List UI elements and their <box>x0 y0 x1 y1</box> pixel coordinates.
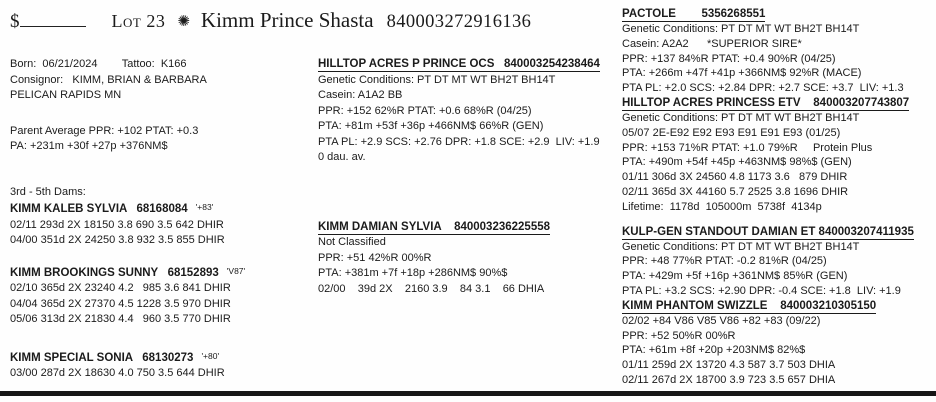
pedigree-line: PTA: +429m +5f +16p +361NM$ 85%R (GEN) <box>622 270 848 283</box>
dams-section-label: 3rd - 5th Dams: <box>10 185 86 198</box>
ancestor-heading <box>622 299 934 314</box>
dam-title-main: KIMM DAMIAN SYLVIA 840003236225558 <box>318 220 551 233</box>
sire-block <box>318 57 620 166</box>
pedigree-line: PPR: +137 84%R PTAT: +0.4 90%R (04/25) <box>622 52 836 65</box>
birth-consignor-info <box>10 57 312 104</box>
pedigree-line: 01/11 259d 2X 13720 4.3 587 3.7 503 DHIA <box>622 359 836 372</box>
dam-block-main <box>318 220 620 298</box>
info-line: Consignor: KIMM, BRIAN & BARBARA <box>10 73 207 86</box>
dam-block <box>10 200 312 249</box>
info-line: PELICAN RAPIDS MN <box>10 89 122 101</box>
animal-name: Kimm Prince Shasta <box>200 8 374 32</box>
pedigree-line: PTA: +61m +8f +20p +203NM$ 82%$ <box>622 344 806 357</box>
dam-block <box>10 349 312 382</box>
pedigree-line: 02/00 39d 2X 2160 3.9 84 3.1 66 DHIA <box>318 282 545 295</box>
pedigree-line: 0 dau. av. <box>318 151 366 163</box>
lactation-records <box>10 281 312 328</box>
pedigree-line: PPR: +51 42%R 00%R <box>318 251 432 264</box>
lot-header <box>10 8 531 33</box>
dam-score: '+83' <box>195 202 214 212</box>
price-blank-line <box>20 26 86 27</box>
pedigree-line: PTA PL: +2.0 SCS: +2.84 DPR: +2.7 SCE: +3.7 LIV: +1.3 <box>622 82 904 95</box>
grandparents-column <box>622 7 934 388</box>
pedigree-line: PPR: +153 71%R PTAT: +1.0 79%R Protein Plus <box>622 141 873 154</box>
pedigree-line: Genetic Conditions: PT DT MT WT BH2T BH14T <box>318 73 556 86</box>
ancestor-block <box>622 299 934 388</box>
starburst-icon: ✺ <box>177 12 190 30</box>
pedigree-line: Not Classified <box>318 236 386 248</box>
pedigree-line: Casein: A1A2 BB <box>318 89 403 101</box>
pedigree-line: Genetic Conditions: PT DT MT WT BH2T BH14T <box>622 111 860 124</box>
ancestor-details <box>622 314 934 388</box>
pedigree-line: PPR: +152 62%R PTAT: +0.6 68%R (04/25) <box>318 104 532 117</box>
sire-heading <box>318 57 620 73</box>
ancestor-block <box>622 225 934 299</box>
ancestor-title: KULP-GEN STANDOUT DAMIAN ET 840003207411935 <box>622 225 914 238</box>
price-label: $ <box>10 11 20 32</box>
pedigree-line: PPR: +52 50%R 00%R <box>622 329 736 342</box>
dam-score: 'V87' <box>226 265 246 276</box>
info-line: Born: 06/21/2024 Tattoo: K166 <box>10 58 187 70</box>
dam-title: KIMM KALEB SYLVIA 68168084 <box>10 203 188 215</box>
lactation-records <box>10 218 312 249</box>
ancestor-block <box>622 96 934 215</box>
pedigree-line: Genetic Conditions: PT DT MT WT BH2T BH14T <box>622 240 860 253</box>
pedigree-line: PTA: +266m +47f +41p +366NM$ 92%R (MACE) <box>622 67 862 80</box>
dam-title: KIMM BROOKINGS SUNNY 68152893 <box>10 266 219 279</box>
ancestor-heading <box>622 7 934 22</box>
dam-block <box>10 264 312 328</box>
parent-average <box>10 124 312 155</box>
pedigree-line: 01/11 306d 3X 24560 4.8 1173 3.6 879 DHIR <box>622 171 848 184</box>
pedigree-line: PTA: +381m +7f +18p +286NM$ 90%$ <box>318 267 508 279</box>
bottom-divider <box>0 391 936 396</box>
lot-number: Lot 23 <box>111 11 166 31</box>
ancestor-details <box>622 22 934 96</box>
dam-title: KIMM SPECIAL SONIA 68130273 <box>10 351 194 364</box>
dams-list <box>10 200 312 382</box>
dam-score: '+80' <box>201 350 220 361</box>
dam-heading <box>10 200 312 218</box>
pedigree-line: 05/07 2E-E92 E92 E93 E91 E91 E93 (01/25) <box>622 126 841 139</box>
dam-heading-main <box>318 220 620 236</box>
sire-title: HILLTOP ACRES P PRINCE OCS 840003254238464 <box>318 58 600 70</box>
pedigree-line: Lifetime: 1178d 105000m 5738f 4134p <box>622 200 822 213</box>
parents-column <box>318 57 620 297</box>
lactation-record: 04/00 351d 2X 24250 3.8 932 3.5 855 DHIR <box>10 234 225 246</box>
lactation-record: 05/06 313d 2X 21830 4.4 960 3.5 770 DHIR <box>10 313 231 325</box>
dam-details <box>318 235 620 297</box>
sire-details <box>318 73 620 166</box>
lactation-record: 02/10 365d 2X 23240 4.2 985 3.6 841 DHIR <box>10 282 231 294</box>
ancestor-block <box>622 7 934 96</box>
lactation-record: 03/00 287d 2X 18630 4.0 750 3.5 644 DHIR <box>10 367 225 379</box>
lactation-records <box>10 366 312 382</box>
pedigree-line: PPR: +48 77%R PTAT: -0.2 81%R (04/25) <box>622 255 827 268</box>
dam-heading <box>10 264 312 282</box>
pedigree-line: PTA: +490m +54f +45p +463NM$ 98%$ (GEN) <box>622 156 852 169</box>
ancestor-heading <box>622 225 934 240</box>
pedigree-line: 02/11 365d 3X 44160 5.7 2525 3.8 1696 DHIR <box>622 185 849 198</box>
lactation-record: 04/04 365d 2X 27370 4.5 1228 3.5 970 DHIR <box>10 297 231 310</box>
ancestor-details <box>622 240 934 299</box>
pedigree-line: PTA PL: +2.9 SCS: +2.76 DPR: +1.8 SCE: +2.9 LIV: +1.9 <box>318 135 600 148</box>
ancestor-heading <box>622 96 934 111</box>
lactation-record: 02/11 293d 2X 18150 3.8 690 3.5 642 DHIR <box>10 218 224 231</box>
ancestor-title: KIMM PHANTOM SWIZZLE 840003210305150 <box>622 299 877 312</box>
pedigree-line: PTA PL: +3.2 SCS: +2.90 DPR: -0.4 SCE: +1.8 LIV: +1.9 <box>622 284 901 297</box>
ancestor-title: PACTOLE 5356268551 <box>622 8 766 20</box>
pedigree-line: PTA: +81m +53f +36p +466NM$ 66%R (GEN) <box>318 120 544 132</box>
dam-heading <box>10 349 312 367</box>
pedigree-line: Casein: A2A2 *SUPERIOR SIRE* <box>622 37 802 50</box>
parent-average-line: PA: +231m +30f +27p +376NM$ <box>10 140 168 152</box>
calf-info-column <box>10 57 312 382</box>
pedigree-line: Genetic Conditions: PT DT MT WT BH2T BH14T <box>622 23 860 35</box>
ancestor-title: HILLTOP ACRES PRINCESS ETV 840003207743807 <box>622 96 910 109</box>
pedigree-line: 02/11 267d 2X 18700 3.9 723 3.5 657 DHIA <box>622 373 836 386</box>
ancestor-details <box>622 111 934 215</box>
pedigree-line: 02/02 +84 V86 V85 V86 +82 +83 (09/22) <box>622 314 821 327</box>
registration-number: 840003272916136 <box>386 12 532 32</box>
parent-average-line: Parent Average PPR: +102 PTAT: +0.3 <box>10 124 199 137</box>
